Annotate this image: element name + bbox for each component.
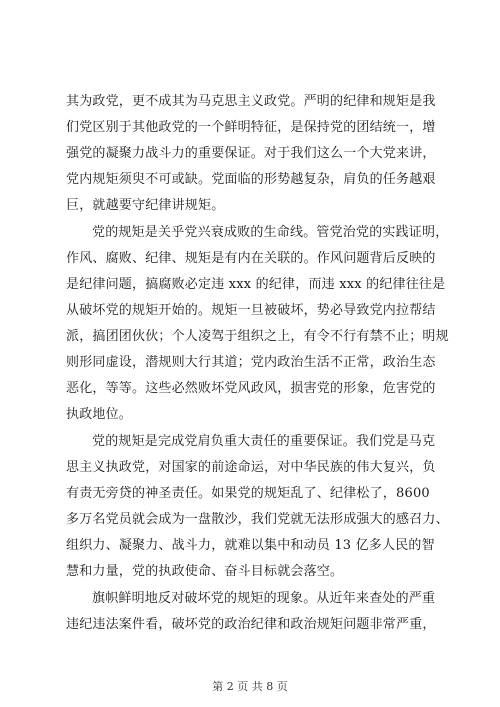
page-footer: 第 2 页 共 8 页: [212, 680, 288, 693]
text-line: 思主义执政党，对国家的前途命运，对中华民族的伟大复兴，负: [66, 460, 436, 475]
text-line: 有责无旁贷的神圣责任。如果党的规矩乱了、纪律松了，8600: [66, 486, 430, 501]
paragraph-4: [66, 586, 448, 638]
text-line: 派，搞团团伙伙；个人凌驾于组织之上，有令不行有禁不止；明规: [66, 329, 449, 344]
text-line: 其为政党，更不成其为马克思主义政党。严明的纪律和规矩是我: [66, 94, 436, 109]
text-line: 作风、腐败、纪律、规矩是有内在关联的。作风问题背后反映的: [66, 251, 436, 266]
text-line: 组织力、凝聚力、战斗力，就难以集中和动员 13 亿多人民的智: [66, 538, 435, 553]
text-line: 多万名党员就会成为一盘散沙，我们党就无法形成强大的感召力、: [66, 512, 449, 527]
text-line: 恶化，等等。这些必然败坏党风政风，损害党的形象，危害党的: [66, 381, 436, 396]
document-body: [66, 89, 448, 639]
text-line: 违纪违法案件看，破坏党的政治纪律和政治规矩问题非常严重，: [66, 617, 436, 632]
text-line: 慧和力量，党的执政使命、奋斗目标就会落空。: [66, 564, 344, 579]
text-line: 强党的凝聚力战斗力的重要保证。对于我们这么一个大党来讲，: [66, 146, 436, 161]
text-line: 党内规矩须臾不可或缺。党面临的形势越复杂，肩负的任务越艰: [66, 172, 436, 187]
paragraph-3: [66, 429, 448, 585]
text-line: 执政地位。: [66, 407, 133, 422]
paragraph-2: [66, 220, 448, 428]
text-line: 党的规矩是关乎党兴衰成败的生命线。管党治党的实践证明，: [92, 225, 449, 240]
text-line: 则形同虚设，潜规则大行其道；党内政治生活不正常，政治生态: [66, 355, 436, 370]
text-line: 们党区别于其他政党的一个鲜明特征，是保持党的团结统一，增: [66, 120, 436, 135]
text-line: 从破坏党的规矩开始的。规矩一旦被破坏，势必导致党内拉帮结: [66, 303, 436, 318]
text-line: 旗帜鲜明地反对破坏党的规矩的现象。从近年来查处的严重: [92, 591, 436, 606]
text-line: 是纪律问题，搞腐败必定违 xxx 的纪律，而违 xxx 的纪律往往是: [66, 277, 446, 292]
paragraph-1: [66, 89, 448, 219]
text-line: 党的规矩是完成党肩负重大责任的重要保证。我们党是马克: [92, 434, 436, 449]
text-line: 巨，就越要守纪律讲规矩。: [66, 198, 225, 213]
